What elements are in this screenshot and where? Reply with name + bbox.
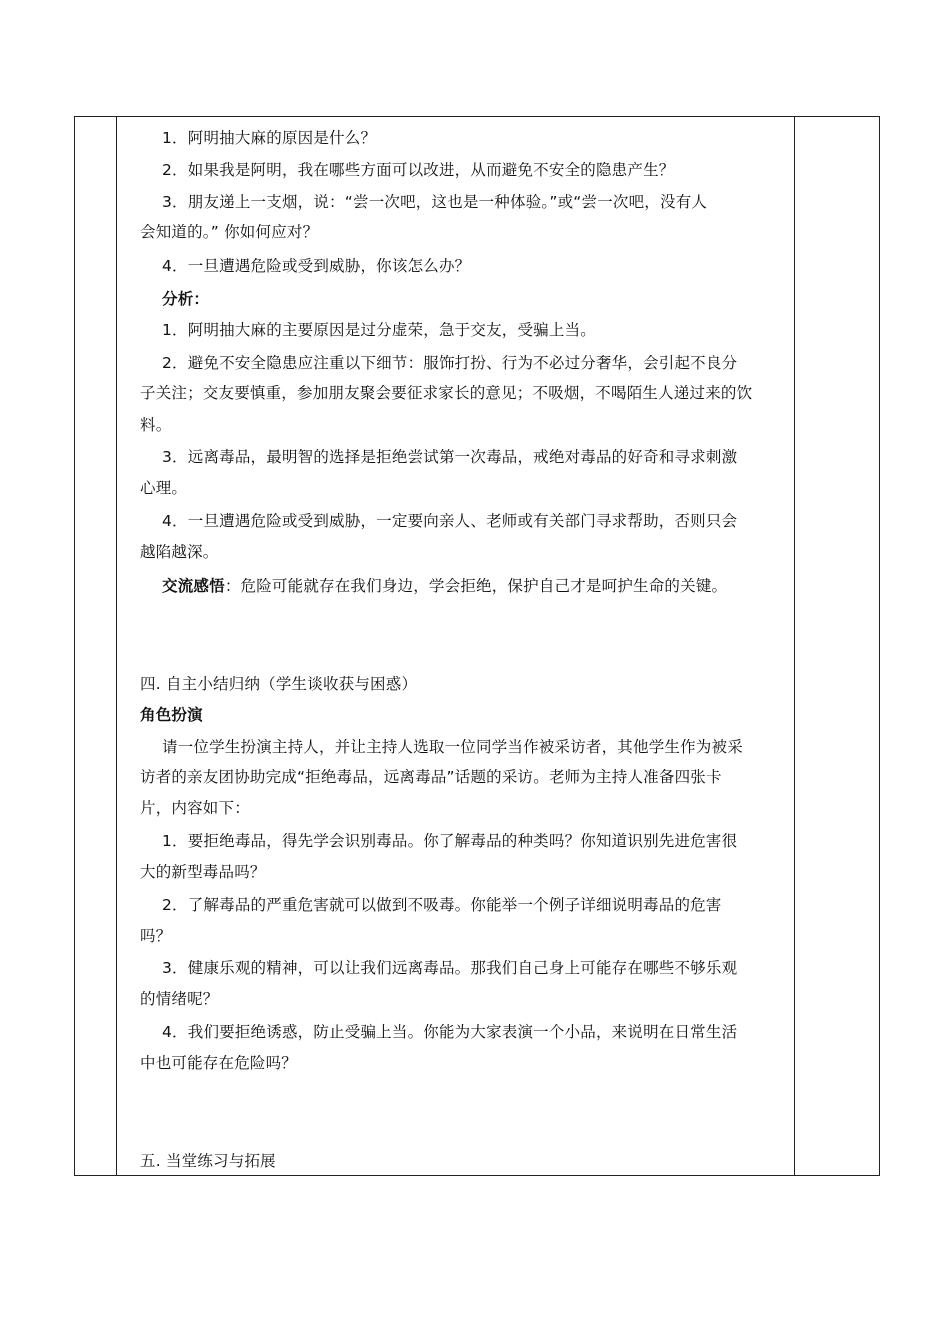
question-1: 1．阿明抽大麻的原因是什么？: [162, 129, 377, 147]
question-2: 2．如果我是阿明，我在哪些方面可以改进，从而避免不安全的隐患产生？: [162, 161, 675, 179]
role-play-intro-cont2: 片，内容如下：: [140, 799, 250, 817]
column-divider-left: [116, 117, 117, 1175]
analysis-2-cont2: 料。: [140, 416, 172, 434]
card-1-cont: 大的新型毒品吗？: [140, 863, 266, 881]
analysis-2-cont: 子关注；交友要慎重，参加朋友聚会要征求家长的意见；不吸烟，不喝陌生人递过来的饮: [140, 384, 753, 402]
card-1: 1．要拒绝毒品，得先学会识别毒品。你了解毒品的种类吗？你知道识别先进危害很: [162, 832, 738, 850]
analysis-1: 1．阿明抽大麻的主要原因是过分虚荣，急于交友，受骗上当。: [162, 321, 596, 339]
analysis-4: 4．一旦遭遇危险或受到威胁，一定要向亲人、老师或有关部门寻求帮助，否则只会: [162, 512, 738, 530]
card-2-cont: 吗？: [140, 927, 172, 945]
role-play-heading: 角色扮演: [140, 706, 203, 724]
role-play-intro: 请一位学生扮演主持人，并让主持人选取一位同学当作被采访者，其他学生作为被采: [162, 738, 743, 756]
column-divider-right: [794, 117, 795, 1175]
role-play-intro-cont: 访者的亲友团协助完成“拒绝毒品，远离毒品”话题的采访。老师为主持人准备四张卡: [140, 768, 722, 786]
analysis-4-cont: 越陷越深。: [140, 543, 219, 561]
section-5-title: 五. 当堂练习与拓展: [140, 1152, 276, 1170]
question-3: 3．朋友递上一支烟，说：“尝一次吧，这也是一种体验。”或“尝一次吧，没有人: [162, 193, 708, 211]
exchange-label: 交流感悟: [162, 577, 225, 595]
card-3: 3．健康乐观的精神，可以让我们远离毒品。那我们自己身上可能存在哪些不够乐观: [162, 959, 738, 977]
question-4: 4．一旦遭遇危险或受到威胁，你该怎么办？: [162, 257, 471, 275]
section-4-title: 四. 自主小结归纳（学生谈收获与困惑）: [140, 675, 418, 693]
card-4: 4．我们要拒绝诱惑，防止受骗上当。你能为大家表演一个小品，来说明在日常生活: [162, 1023, 738, 1041]
card-3-cont: 的情绪呢？: [140, 990, 219, 1008]
analysis-3-cont: 心理。: [140, 479, 188, 497]
analysis-2: 2．避免不安全隐患应注重以下细节：服饰打扮、行为不必过分奢华，会引起不良分: [162, 354, 738, 372]
analysis-3: 3．远离毒品，最明智的选择是拒绝尝试第一次毒品，戒绝对毒品的好奇和寻求刺激: [162, 448, 738, 466]
exchange-insight: [162, 574, 727, 596]
question-3-cont: 会知道的。” 你如何应对？: [140, 223, 319, 241]
card-2: 2．了解毒品的严重危害就可以做到不吸毒。你能举一个例子详细说明毒品的危害: [162, 896, 722, 914]
card-4-cont: 中也可能存在危险吗？: [140, 1054, 298, 1072]
analysis-heading: 分析：: [162, 290, 210, 308]
exchange-text: ：危险可能就存在我们身边，学会拒绝，保护自己才是呵护生命的关键。: [224, 577, 728, 595]
